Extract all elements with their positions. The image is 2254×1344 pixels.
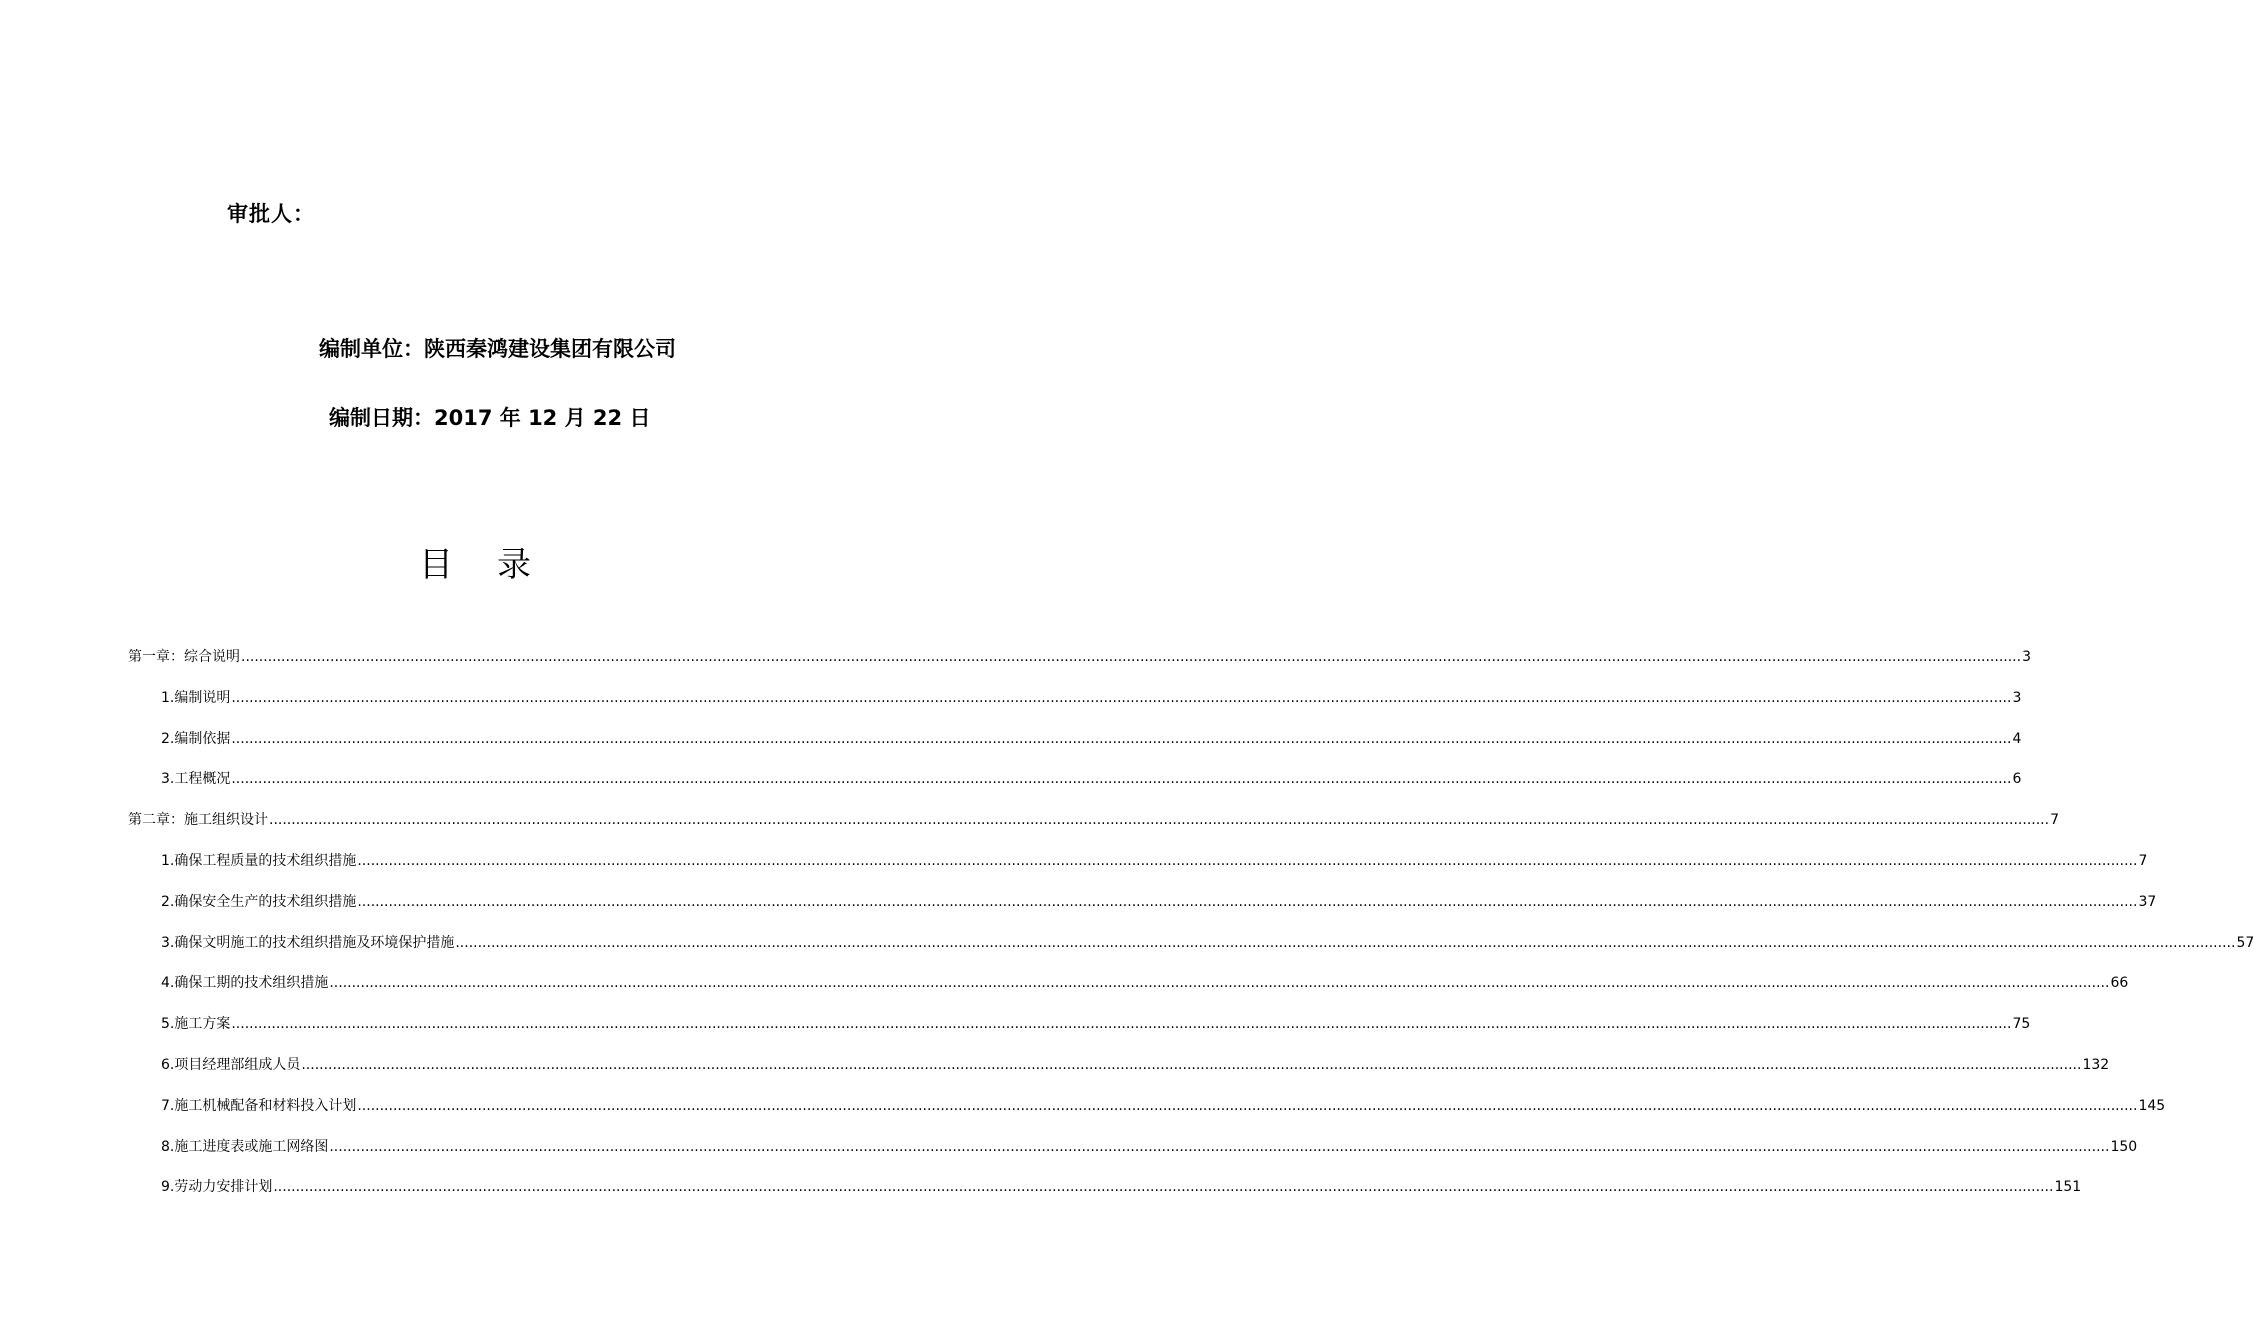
toc-entry-page: 150 (2110, 1139, 2138, 1155)
toc-title-char: 录 (497, 545, 531, 585)
toc-entry[interactable] (161, 724, 2022, 748)
toc-entry[interactable] (161, 764, 2022, 788)
toc-entry-title: 第一章：综合说明 (128, 649, 240, 665)
toc-leader-dots: ................................................................................................................................................................................................................................................................................................................................................................................................................ (301, 1057, 2082, 1073)
toc-entry[interactable] (161, 1132, 2138, 1156)
toc-entry-title: 5.施工方案 (161, 1016, 231, 1032)
toc-entry[interactable] (161, 1091, 2166, 1115)
toc-entry-page: 75 (2012, 1016, 2031, 1032)
toc-entry-title: 1.编制说明 (161, 690, 231, 706)
toc-entry-page: 3 (2022, 649, 2031, 665)
toc-entry-title: 6.项目经理部组成人员 (161, 1057, 301, 1073)
toc-entry[interactable] (128, 805, 2059, 829)
toc-entry-title: 3.工程概况 (161, 771, 231, 787)
toc-entry-page: 145 (2138, 1098, 2166, 1114)
toc-leader-dots: ................................................................................................................................................................................................................................................................................................................................................................................................................ (455, 935, 2236, 951)
toc-entry[interactable] (161, 683, 2022, 707)
toc-entry-page: 132 (2082, 1057, 2110, 1073)
toc-entry[interactable] (161, 1050, 2110, 1074)
toc-leader-dots: ................................................................................................................................................................................................................................................................................................................................................................................................................ (231, 731, 2012, 747)
toc-title (0, 537, 950, 586)
toc-leader-dots: ................................................................................................................................................................................................................................................................................................................................................................................................................ (357, 894, 2138, 910)
toc-entry[interactable] (161, 928, 2254, 952)
toc-entry-page: 3 (2012, 690, 2022, 706)
toc-entry-title: 2.编制依据 (161, 731, 231, 747)
toc-entry[interactable] (161, 1172, 2082, 1196)
toc-entry-title: 1.确保工程质量的技术组织措施 (161, 853, 357, 869)
approver-label: 审批人： (227, 202, 315, 226)
toc-leader-dots: ................................................................................................................................................................................................................................................................................................................................................................................................................ (273, 1179, 2054, 1195)
toc-entry-page: 57 (2236, 935, 2254, 951)
toc-entry-page: 4 (2012, 731, 2022, 747)
toc-entry-title: 8.施工进度表或施工网络图 (161, 1139, 329, 1155)
toc-leader-dots: ................................................................................................................................................................................................................................................................................................................................................................................................................ (231, 771, 2012, 787)
toc-leader-dots: ................................................................................................................................................................................................................................................................................................................................................................................................................ (231, 1016, 2012, 1032)
toc-entry[interactable] (161, 846, 2148, 870)
toc-leader-dots: ................................................................................................................................................................................................................................................................................................................................................................................................................ (231, 690, 2012, 706)
compile-date: 编制日期：2017 年 12 月 22 日 (329, 406, 651, 430)
toc-entry-page: 7 (2050, 812, 2059, 828)
toc-leader-dots: ................................................................................................................................................................................................................................................................................................................................................................................................................ (329, 975, 2110, 991)
toc-entry-title: 7.施工机械配备和材料投入计划 (161, 1098, 357, 1114)
toc-leader-dots: ................................................................................................................................................................................................................................................................................................................................................................................................................ (357, 853, 2138, 869)
toc-entry-title: 9.劳动力安排计划 (161, 1179, 273, 1195)
toc-entry-page: 37 (2138, 894, 2157, 910)
toc-entry[interactable] (128, 642, 2031, 666)
toc-entry-title: 3.确保文明施工的技术组织措施及环境保护措施 (161, 935, 455, 951)
toc-entry-page: 151 (2054, 1179, 2082, 1195)
toc-entry-page: 7 (2138, 853, 2148, 869)
toc-entry-title: 第二章：施工组织设计 (128, 812, 268, 828)
toc-entry-title: 4.确保工期的技术组织措施 (161, 975, 329, 991)
toc-leader-dots: ................................................................................................................................................................................................................................................................................................................................................................................................................ (329, 1139, 2110, 1155)
toc-title-char: 目 (419, 545, 453, 585)
toc-leader-dots: ................................................................................................................................................................................................................................................................................................................................................................................................................ (357, 1098, 2138, 1114)
toc-entry[interactable] (161, 887, 2157, 911)
toc-entry[interactable] (161, 968, 2129, 992)
toc-leader-dots: ................................................................................................................................................................................................................................................................................................................................................................................................................ (241, 649, 2022, 665)
toc-entry-page: 6 (2012, 771, 2022, 787)
toc-leader-dots: ................................................................................................................................................................................................................................................................................................................................................................................................................ (269, 812, 2050, 828)
toc-entry-title: 2.确保安全生产的技术组织措施 (161, 894, 357, 910)
toc-entry-page: 66 (2110, 975, 2129, 991)
toc-entry[interactable] (161, 1009, 2031, 1033)
compiler-unit: 编制单位：陕西秦鸿建设集团有限公司 (319, 337, 676, 361)
